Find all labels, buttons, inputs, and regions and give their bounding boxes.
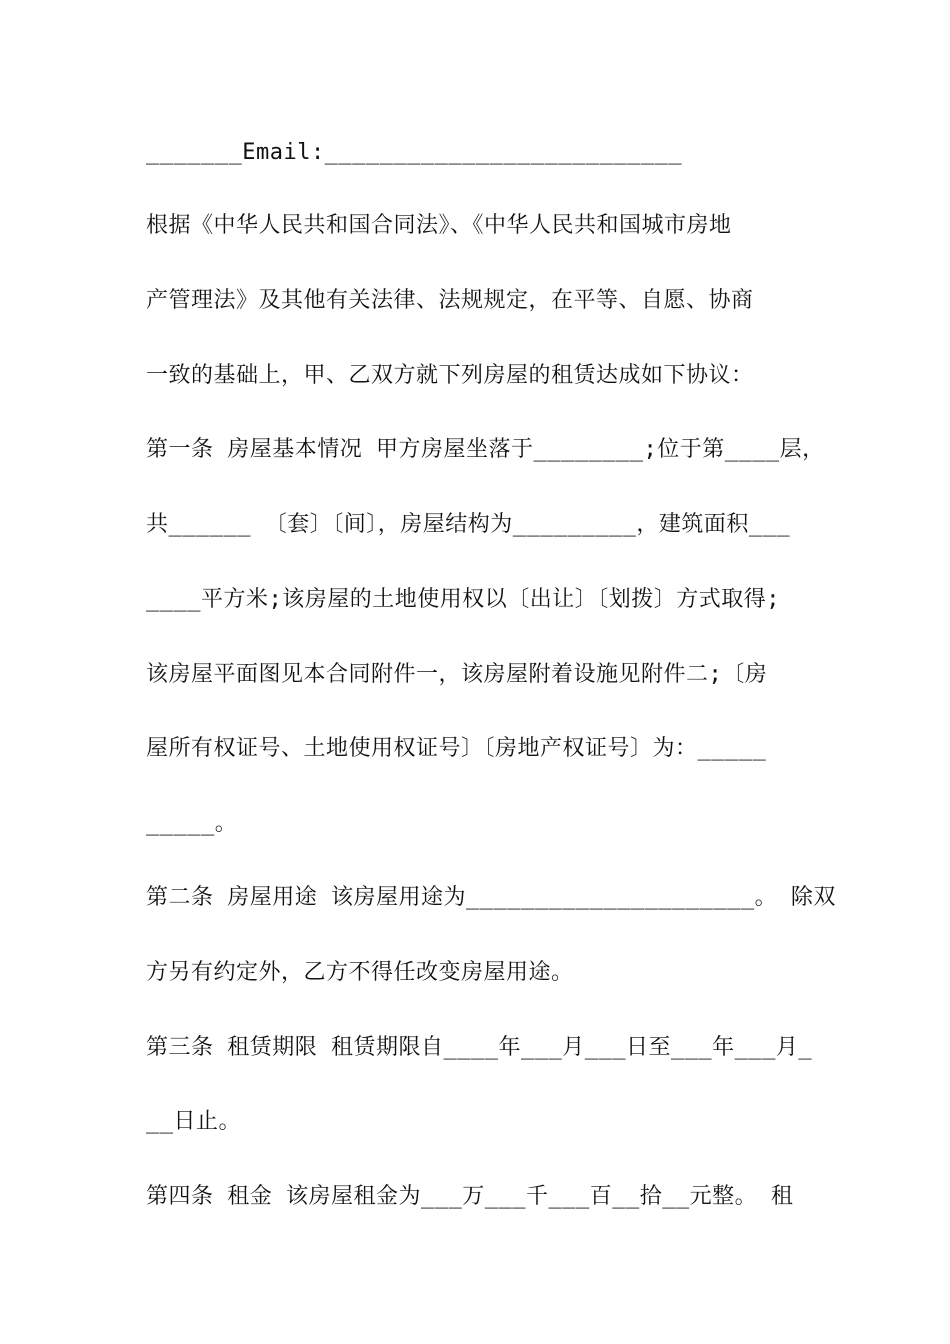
clause-1-line: 第一条 房屋基本情况 甲方房屋坐落于________;位于第____层， [146,437,825,462]
clause-3-line: __日止。 [146,1109,241,1134]
clause-3-line: 第三条 租赁期限 租赁期限自____年___月___日至___年___月_ [146,1035,813,1060]
clause-4-line: 第四条 租金 该房屋租金为___万___千___百__拾__元整。 租 [146,1184,794,1209]
clause-2-line: 方另有约定外，乙方不得任改变房屋用途。 [146,960,574,985]
clause-1-line: 屋所有权证号、土地使用权证号〕〔房地产权证号〕为：_____ [146,736,767,761]
clause-1-line: ____平方米;该房屋的土地使用权以〔出让〕〔划拨〕方式取得; [146,587,780,612]
clause-1-line: 共______ 〔套〕〔间〕，房屋结构为_________，建筑面积___ [146,512,791,537]
clause-2-line: 第二条 房屋用途 该房屋用途为_____________________。 除双 [146,885,836,910]
paragraph-line: 产管理法》及其他有关法律、法规规定，在平等、自愿、协商 [146,288,754,313]
clause-1-line: _____。 [146,811,238,836]
paragraph-line: 一致的基础上，甲、乙双方就下列房屋的租赁达成如下协议： [146,363,754,388]
clause-1-line: 该房屋平面图见本合同附件一，该房屋附着设施见附件二;〔房 [146,662,768,687]
email-line: _______Email:__________________________ [146,140,683,165]
paragraph-line: 根据《中华人民共和国合同法》、《中华人民共和国城市房地 [146,213,732,238]
